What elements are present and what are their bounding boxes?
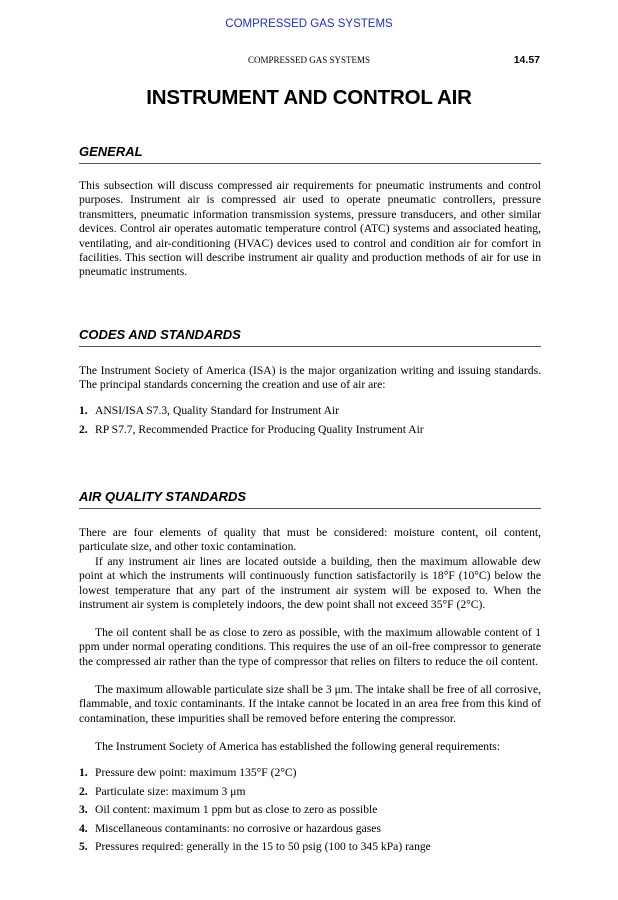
air-quality-paragraph-3: The oil content shall be as close to zero as possible, with the maximum allowable content of 1 ppm under normal operating conditions. This requires the use of an oil-free compressor to generate the compressed air rather than the type of compressor that relies on filters to reduce the oil content. [79, 626, 541, 668]
air-quality-paragraph-5: The Instrument Society of America has established the following general requirements: [95, 740, 501, 753]
list-item-text: Oil content: maximum 1 ppm but as close to zero as possible [95, 803, 378, 817]
air-quality-paragraph-2: If any instrument air lines are located outside a building, then the maximum allowable dew point at which the instruments will continuously function satisfactorily is 18°F (10°C) below the lowest temperature that any part of the instrument air system will be exposed to. When the instrument air system is completely indoors, the dew point shall not exceed 35°F (2°C). [79, 555, 541, 612]
list-item-text: ANSI/ISA S7.3, Quality Standard for Instrument Air [95, 404, 340, 417]
codes-paragraph: The Instrument Society of America (ISA) is the major organization writing and issuing standards. The principal standards concerning the creation and use of air are: [79, 364, 541, 392]
top-link[interactable]: COMPRESSED GAS SYSTEMS [225, 18, 393, 30]
list-item [79, 820, 541, 839]
list-item-number: 1. [79, 404, 88, 417]
list-item [79, 402, 541, 421]
list-item [79, 838, 541, 857]
list-item-text: Pressures required: generally in the 15 to 50 psig (100 to 345 kPa) range [95, 840, 431, 854]
list-item-number: 2. [79, 422, 88, 436]
list-item-number: 5. [79, 840, 88, 854]
chapter-title: INSTRUMENT AND CONTROL AIR [146, 86, 472, 109]
list-item-text: Particulate size: maximum 3 μm [95, 784, 246, 798]
requirements-list [79, 764, 541, 857]
section-heading-codes: CODES AND STANDARDS [79, 327, 541, 347]
list-item-number: 3. [79, 803, 88, 817]
section-heading-air-quality: AIR QUALITY STANDARDS [79, 489, 541, 509]
air-quality-paragraph-4: The maximum allowable particulate size shall be 3 μm. The intake shall be free of all corrosive, flammable, and toxic contaminants. If the intake cannot be located in an area free from this kind of contamination, these impurities shall be removed before entering the compressor. [79, 683, 541, 725]
list-item [79, 801, 541, 820]
page-number: 14.57 [513, 54, 540, 66]
list-item [79, 764, 541, 783]
list-item-number: 1. [79, 766, 88, 779]
section-heading-general: GENERAL [79, 144, 541, 164]
list-item-number: 2. [79, 784, 88, 798]
codes-list [79, 402, 541, 439]
general-paragraph: This subsection will discuss compressed air requirements for pneumatic instruments and control purposes. Instrument air is compressed air used to operate pneumatic controllers, pressure transmitters, pneumatic information transmission systems, pressure transducers, and other similar devices. Control air operates automatic temperature control (ATC) systems and associated heating, ventilating, and air-conditioning (HVAC) devices used to control and condition air for comfort in facilities. This section will describe instrument air quality and production methods of air for use in pneumatic instruments. [79, 179, 541, 279]
list-item-text: RP S7.7, Recommended Practice for Producing Quality Instrument Air [95, 422, 424, 436]
air-quality-paragraph-1: There are four elements of quality that must be considered: moisture content, oil content, particulate size, and other toxic contamination. [79, 526, 541, 554]
list-item [79, 421, 541, 440]
list-item-text: Pressure dew point: maximum 135°F (2°C) [95, 766, 297, 779]
running-header-title: COMPRESSED GAS SYSTEMS [247, 55, 371, 65]
list-item-number: 4. [79, 821, 88, 835]
list-item-text: Miscellaneous contaminants: no corrosive or hazardous gases [95, 821, 381, 835]
list-item [79, 783, 541, 802]
